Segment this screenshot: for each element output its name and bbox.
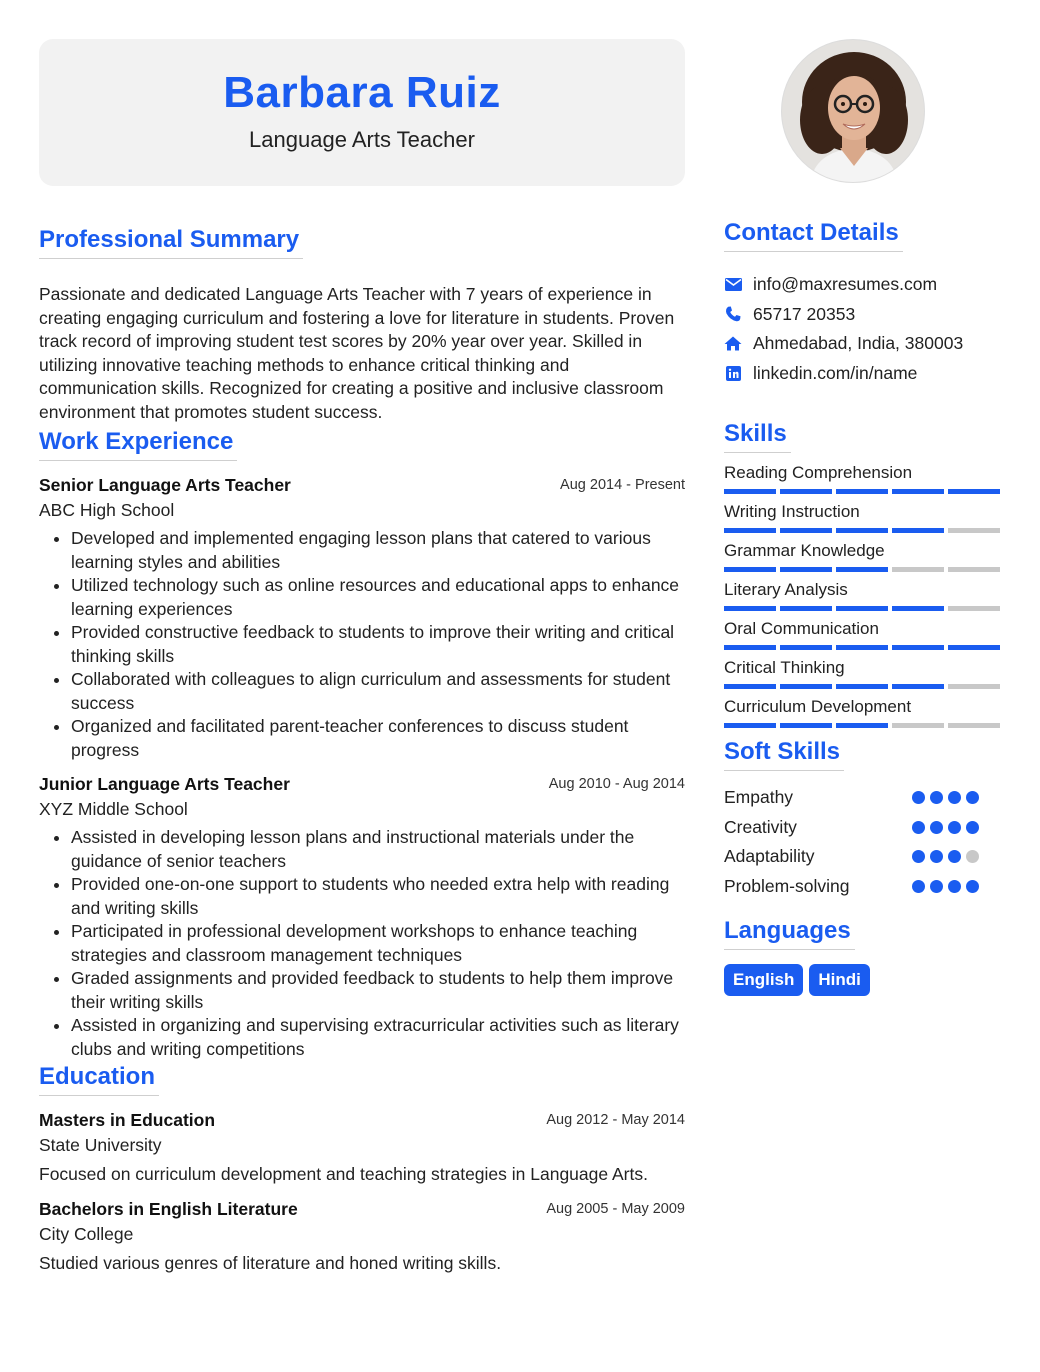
- skill-segment-empty: [892, 567, 944, 572]
- experience-section: [39, 428, 685, 1061]
- skill-segment-empty: [948, 606, 1000, 611]
- summary-text: Passionate and dedicated Language Arts Teacher with 7 years of experience in creating engaging curriculum and fostering a love for literature in students. Proven track record of improving student test scores by 20% year over year. Skilled in utilizing innovative teaching methods to enhance critical thinking and communication skills. Recognized for creating a positive and inclusive classroom environment that promotes student success.: [39, 284, 675, 422]
- rating-dot-filled: [948, 880, 961, 893]
- skill-segment-filled: [892, 489, 944, 494]
- job-bullet: • Organized and facilitated parent-teacher conferences to discuss student progress: [71, 715, 685, 762]
- contact-section: [724, 219, 1004, 388]
- education-date: Aug 2012 - May 2014: [546, 1112, 685, 1128]
- education-desc: Studied various genres of literature and honed writing skills.: [39, 1253, 502, 1273]
- phone-icon: [724, 305, 742, 323]
- rating-dot-filled: [930, 791, 943, 804]
- school: State University: [39, 1135, 162, 1155]
- soft-skill-name: Empathy: [724, 787, 794, 808]
- job-bullet: • Collaborated with colleagues to align curriculum and assessments for student success: [71, 668, 685, 715]
- summary-section: [39, 226, 685, 424]
- languages-section: [724, 917, 1004, 996]
- job-bullet: • Provided one-on-one support to students who needed extra help with reading and writing skills: [71, 873, 685, 920]
- job-bullet: • Assisted in developing lesson plans and instructional materials under the guidance of senior teachers: [71, 826, 685, 873]
- job-bullet: • Utilized technology such as online resources and educational apps to enhance learning experiences: [71, 574, 685, 621]
- skill-segment-filled: [724, 567, 776, 572]
- skill-item: [724, 580, 1004, 611]
- rating-dot-filled: [930, 850, 943, 863]
- main-column: [39, 39, 685, 1274]
- profile-photo: [781, 39, 925, 183]
- header-box: [39, 39, 685, 186]
- job-title: Senior Language Arts Teacher: [39, 475, 291, 495]
- job-company: ABC High School: [39, 500, 175, 520]
- skill-segment-filled: [780, 489, 832, 494]
- experience-heading: Work Experience: [39, 428, 237, 461]
- skill-level-bar: [724, 528, 1000, 533]
- linkedin-icon: [724, 364, 742, 382]
- rating-dot-filled: [966, 880, 979, 893]
- skill-name: Literary Analysis: [724, 580, 848, 599]
- education-heading: Education: [39, 1063, 159, 1096]
- skill-level-bar: [724, 723, 1000, 728]
- job-entry: [39, 475, 685, 762]
- soft-skill-item: [724, 842, 1004, 872]
- skill-name: Reading Comprehension: [724, 463, 913, 482]
- skill-segment-filled: [780, 645, 832, 650]
- skill-segment-filled: [948, 489, 1000, 494]
- job-entry: [39, 774, 685, 1061]
- contact-linkedin[interactable]: [724, 359, 1004, 389]
- rating-dot-filled: [948, 791, 961, 804]
- degree: Masters in Education: [39, 1110, 216, 1130]
- skill-level-bar: [724, 489, 1000, 494]
- skill-item: [724, 658, 1004, 689]
- skill-segment-filled: [836, 723, 888, 728]
- contact-linkedin-text: linkedin.com/in/name: [753, 362, 918, 383]
- education-entry: [39, 1199, 685, 1274]
- skill-segment-filled: [892, 684, 944, 689]
- skill-name: Grammar Knowledge: [724, 541, 885, 560]
- education-date: Aug 2005 - May 2009: [546, 1201, 685, 1217]
- skill-segment-filled: [780, 684, 832, 689]
- skill-segment-filled: [836, 645, 888, 650]
- sidebar-column: [724, 39, 1004, 996]
- soft-skill-rating: [912, 850, 982, 863]
- job-bullet: • Assisted in organizing and supervising extracurricular activities such as literary clubs and writing competitions: [71, 1014, 685, 1061]
- skill-level-bar: [724, 567, 1000, 572]
- job-bullets: [39, 826, 685, 1061]
- contact-address-text: Ahmedabad, India, 380003: [753, 333, 964, 354]
- rating-dot-filled: [948, 850, 961, 863]
- skill-segment-filled: [780, 723, 832, 728]
- contact-phone-text: 65717 20353: [753, 303, 856, 324]
- education-desc: Focused on curriculum development and teaching strategies in Language Arts.: [39, 1164, 648, 1184]
- skill-level-bar: [724, 606, 1000, 611]
- job-bullets: [39, 527, 685, 762]
- education-entry: [39, 1110, 685, 1185]
- soft-skills-heading: Soft Skills: [724, 738, 844, 771]
- skill-level-bar: [724, 684, 1000, 689]
- skill-segment-empty: [948, 567, 1000, 572]
- skills-section: [724, 420, 1004, 728]
- skill-segment-filled: [724, 528, 776, 533]
- contact-email[interactable]: [724, 270, 1004, 300]
- skill-name: Oral Communication: [724, 619, 879, 638]
- skill-level-bar: [724, 645, 1000, 650]
- soft-skill-item: [724, 872, 1004, 902]
- contact-email-text: info@maxresumes.com: [753, 274, 938, 295]
- skill-segment-empty: [892, 723, 944, 728]
- skills-heading: Skills: [724, 420, 791, 453]
- soft-skill-item: [724, 813, 1004, 843]
- rating-dot-filled: [930, 880, 943, 893]
- education-section: [39, 1063, 685, 1274]
- contact-list: [724, 270, 1004, 388]
- languages-list: [724, 964, 1004, 996]
- skill-segment-filled: [836, 684, 888, 689]
- summary-heading: Professional Summary: [39, 226, 303, 259]
- skill-segment-filled: [724, 684, 776, 689]
- soft-skills-list: [724, 783, 1004, 901]
- skills-list: [724, 463, 1004, 728]
- skill-segment-filled: [892, 606, 944, 611]
- job-date: Aug 2010 - Aug 2014: [548, 776, 685, 792]
- skill-segment-empty: [948, 684, 1000, 689]
- degree: Bachelors in English Literature: [39, 1199, 298, 1219]
- job-bullet: • Provided constructive feedback to students to improve their writing and critical thinking skills: [71, 621, 685, 668]
- rating-dot-filled: [966, 791, 979, 804]
- candidate-name: Barbara Ruiz: [223, 68, 501, 117]
- skill-item: [724, 619, 1004, 650]
- school: City College: [39, 1224, 134, 1244]
- candidate-title: Language Arts Teacher: [249, 127, 475, 152]
- home-icon: [724, 335, 742, 353]
- skill-segment-filled: [836, 567, 888, 572]
- skill-segment-filled: [836, 528, 888, 533]
- soft-skill-rating: [912, 880, 982, 893]
- skill-name: Critical Thinking: [724, 658, 845, 677]
- rating-dot-filled: [912, 880, 925, 893]
- soft-skill-name: Creativity: [724, 816, 797, 837]
- skill-segment-filled: [892, 528, 944, 533]
- language-badge: English: [724, 964, 803, 996]
- contact-heading: Contact Details: [724, 219, 903, 252]
- rating-dot-empty: [966, 850, 979, 863]
- skill-segment-filled: [836, 489, 888, 494]
- skill-segment-empty: [948, 723, 1000, 728]
- skill-item: [724, 502, 1004, 533]
- soft-skill-item: [724, 783, 1004, 813]
- job-bullet: • Graded assignments and provided feedback to students to help them improve their writing skills: [71, 967, 685, 1014]
- envelope-icon: [724, 276, 742, 294]
- skill-segment-filled: [724, 489, 776, 494]
- rating-dot-filled: [912, 821, 925, 834]
- rating-dot-filled: [912, 850, 925, 863]
- soft-skill-name: Problem-solving: [724, 875, 850, 896]
- skill-name: Curriculum Development: [724, 697, 912, 716]
- profile-photo-illustration: [782, 40, 925, 183]
- skill-segment-filled: [948, 645, 1000, 650]
- skill-item: [724, 697, 1004, 728]
- soft-skill-rating: [912, 791, 982, 804]
- rating-dot-filled: [912, 791, 925, 804]
- skill-segment-filled: [724, 723, 776, 728]
- rating-dot-filled: [948, 821, 961, 834]
- skill-segment-filled: [780, 606, 832, 611]
- soft-skills-section: [724, 738, 1004, 901]
- language-badge: Hindi: [809, 964, 870, 996]
- job-company: XYZ Middle School: [39, 799, 188, 819]
- contact-phone[interactable]: [724, 300, 1004, 330]
- skill-segment-filled: [892, 645, 944, 650]
- soft-skill-name: Adaptability: [724, 846, 815, 867]
- skill-segment-filled: [836, 606, 888, 611]
- languages-heading: Languages: [724, 917, 855, 950]
- skill-segment-filled: [780, 567, 832, 572]
- rating-dot-filled: [930, 821, 943, 834]
- skill-segment-empty: [948, 528, 1000, 533]
- job-title: Junior Language Arts Teacher: [39, 774, 290, 794]
- job-bullet: • Participated in professional development workshops to enhance teaching strategies and classroom management techniques: [71, 920, 685, 967]
- skill-name: Writing Instruction: [724, 502, 860, 521]
- soft-skill-rating: [912, 821, 982, 834]
- skill-segment-filled: [724, 606, 776, 611]
- skill-segment-filled: [780, 528, 832, 533]
- contact-address: [724, 329, 1004, 359]
- skill-item: [724, 541, 1004, 572]
- skill-segment-filled: [724, 645, 776, 650]
- job-date: Aug 2014 - Present: [560, 477, 685, 493]
- rating-dot-filled: [966, 821, 979, 834]
- job-bullet: • Developed and implemented engaging lesson plans that catered to various learning styles and abilities: [71, 527, 685, 574]
- skill-item: [724, 463, 1004, 494]
